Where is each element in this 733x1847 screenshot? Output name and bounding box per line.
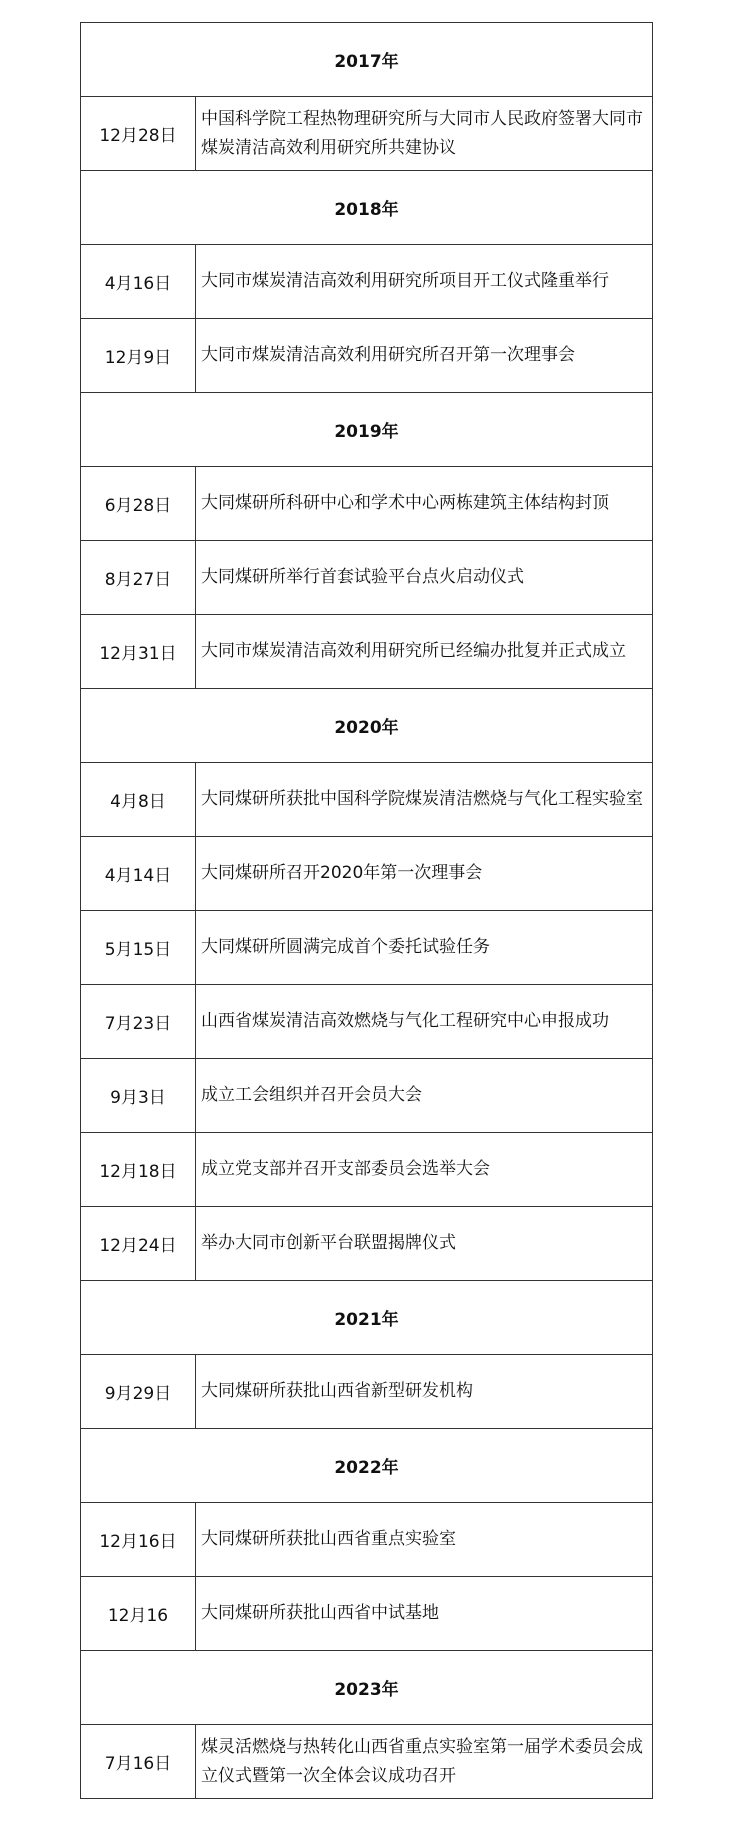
event-date: 12月24日 [81,1207,196,1281]
event-row [81,911,653,985]
event-description: 大同煤研所召开2020年第一次理事会 [196,837,653,911]
event-row [81,1577,653,1651]
year-row [81,1429,653,1503]
event-date: 12月9日 [81,319,196,393]
event-description: 成立党支部并召开支部委员会选举大会 [196,1133,653,1207]
event-row [81,1503,653,1577]
event-date: 4月16日 [81,245,196,319]
event-description: 大同煤研所获批山西省中试基地 [196,1577,653,1651]
year-row [81,23,653,97]
event-row [81,1355,653,1429]
event-date: 7月16日 [81,1725,196,1799]
event-row [81,1207,653,1281]
event-date: 6月28日 [81,467,196,541]
event-description: 大同煤研所获批山西省重点实验室 [196,1503,653,1577]
event-date: 9月29日 [81,1355,196,1429]
event-date: 7月23日 [81,985,196,1059]
event-row [81,319,653,393]
event-row [81,245,653,319]
year-row [81,393,653,467]
event-row [81,615,653,689]
event-date: 8月27日 [81,541,196,615]
event-description: 大同煤研所举行首套试验平台点火启动仪式 [196,541,653,615]
year-heading: 2020年 [81,689,653,763]
year-heading: 2018年 [81,171,653,245]
event-row [81,1133,653,1207]
event-row [81,837,653,911]
event-date: 5月15日 [81,911,196,985]
event-description: 中国科学院工程热物理研究所与大同市人民政府签署大同市煤炭清洁高效利用研究所共建协议 [196,97,653,171]
event-row [81,541,653,615]
event-description: 举办大同市创新平台联盟揭牌仪式 [196,1207,653,1281]
event-date: 12月28日 [81,97,196,171]
event-row [81,1725,653,1799]
event-date: 12月16 [81,1577,196,1651]
year-heading: 2023年 [81,1651,653,1725]
year-row [81,1651,653,1725]
event-date: 12月18日 [81,1133,196,1207]
year-heading: 2021年 [81,1281,653,1355]
year-row [81,689,653,763]
event-description: 大同煤研所圆满完成首个委托试验任务 [196,911,653,985]
timeline-table [80,22,653,1799]
event-description: 大同市煤炭清洁高效利用研究所召开第一次理事会 [196,319,653,393]
event-date: 12月16日 [81,1503,196,1577]
year-row [81,171,653,245]
event-row [81,467,653,541]
event-row [81,97,653,171]
year-heading: 2017年 [81,23,653,97]
year-row [81,1281,653,1355]
event-row [81,763,653,837]
year-heading: 2019年 [81,393,653,467]
event-description: 大同煤研所获批山西省新型研发机构 [196,1355,653,1429]
timeline-body [81,23,653,1799]
event-description: 大同市煤炭清洁高效利用研究所已经编办批复并正式成立 [196,615,653,689]
event-row [81,985,653,1059]
year-heading: 2022年 [81,1429,653,1503]
event-description: 大同煤研所科研中心和学术中心两栋建筑主体结构封顶 [196,467,653,541]
event-description: 大同市煤炭清洁高效利用研究所项目开工仪式隆重举行 [196,245,653,319]
event-row [81,1059,653,1133]
event-description: 大同煤研所获批中国科学院煤炭清洁燃烧与气化工程实验室 [196,763,653,837]
event-date: 4月14日 [81,837,196,911]
event-date: 4月8日 [81,763,196,837]
event-description: 煤灵活燃烧与热转化山西省重点实验室第一届学术委员会成立仪式暨第一次全体会议成功召开 [196,1725,653,1799]
event-date: 9月3日 [81,1059,196,1133]
event-description: 山西省煤炭清洁高效燃烧与气化工程研究中心申报成功 [196,985,653,1059]
event-description: 成立工会组织并召开会员大会 [196,1059,653,1133]
event-date: 12月31日 [81,615,196,689]
